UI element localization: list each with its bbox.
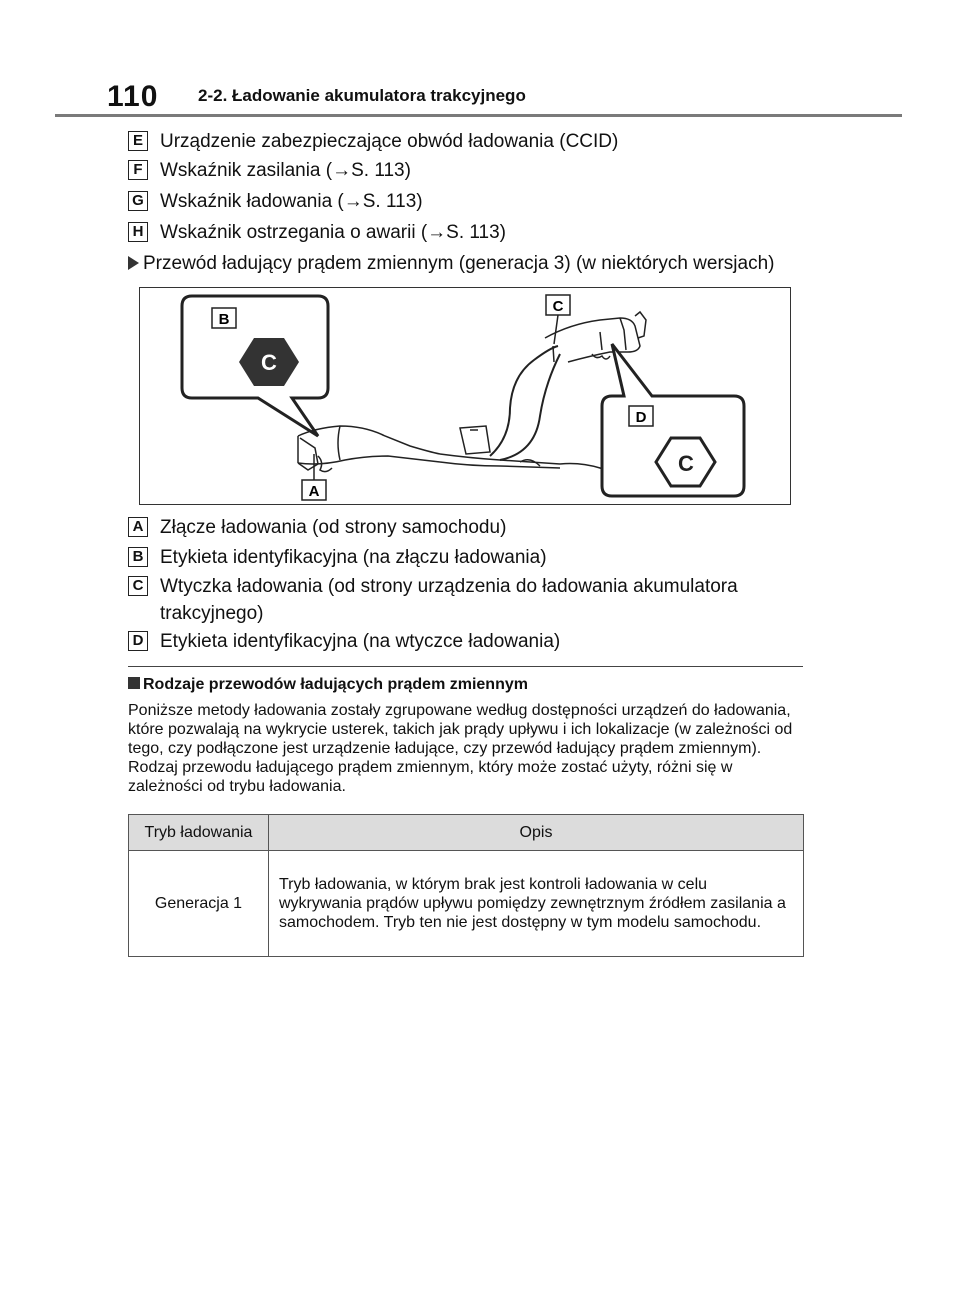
charging-modes-table — [128, 814, 804, 957]
callout-c-leader — [554, 315, 558, 344]
triangle-bullet-icon — [128, 256, 139, 270]
subheading — [128, 676, 528, 694]
list-item-b — [128, 544, 547, 571]
label-box-d: D — [128, 631, 148, 651]
bullet-text: Przewód ładujący prądem zmiennym (generacja 3) (w niektórych wersjach) — [143, 253, 775, 274]
cell-description: Tryb ładowania, w którym brak jest kontroli ładowania w celu wykrywania prądów upływu pomiędzy zewnętrznym źródłem zasilania a samochodem. Tryb ten nie jest dostępny w tym modelu samochodu. — [269, 851, 804, 957]
list-item-c — [128, 573, 788, 627]
page-number: 110 — [107, 80, 159, 113]
list-item-text: Urządzenie zabezpieczające obwód ładowania (CCID) — [160, 131, 619, 152]
bullet-heading — [128, 250, 774, 277]
hex-badge-right-text: C — [678, 451, 694, 476]
list-item-h — [128, 219, 506, 246]
callout-c: C — [552, 298, 564, 315]
table-header-row — [129, 815, 804, 851]
list-item-text: Złącze ładowania (od strony samochodu) — [160, 517, 507, 538]
list-item-text: Etykieta identyfikacyjna (na wtyczce ładowania) — [160, 631, 561, 652]
list-item-text: Wtyczka ładowania (od strony urządzenia do ładowania akumulatora trakcyjnego) — [160, 576, 738, 624]
callout-d: D — [635, 409, 647, 426]
label-box-h: H — [128, 222, 148, 242]
table-row — [129, 851, 804, 957]
label-box-f: F — [128, 160, 148, 180]
callout-a: A — [308, 483, 320, 500]
list-item-text: Wskaźnik zasilania (→S. 113) — [160, 160, 411, 181]
col-header-description: Opis — [269, 815, 804, 851]
list-item-text: Wskaźnik ładowania (→S. 113) — [160, 191, 423, 212]
list-item-f — [128, 157, 411, 184]
cell-mode: Generacja 1 — [129, 851, 269, 957]
cable-path-2 — [500, 354, 560, 460]
label-box-b: B — [128, 547, 148, 567]
square-bullet-icon — [128, 677, 140, 689]
callout-b: B — [218, 311, 230, 328]
list-item-text: Wskaźnik ostrzegania o awarii (→S. 113) — [160, 222, 506, 243]
header-rule — [55, 114, 902, 117]
label-box-e: E — [128, 131, 148, 151]
cable-path — [490, 346, 558, 456]
charging-cable-figure — [139, 287, 791, 505]
label-box-g: G — [128, 191, 148, 211]
vehicle-connector-drawing — [298, 426, 620, 472]
list-item-e — [128, 128, 618, 155]
col-header-mode: Tryb ładowania — [129, 815, 269, 851]
section-divider — [128, 666, 803, 667]
list-item-d — [128, 628, 560, 655]
section-title: 2-2. Ładowanie akumulatora trakcyjnego — [198, 86, 526, 105]
hex-badge-left-text: C — [261, 350, 277, 375]
list-item-a — [128, 514, 506, 541]
body-paragraph: Poniższe metody ładowania zostały zgrupowane według dostępności urządzeń do ładowania, które pozwalają na wykrycie usterek, takich jak prądy upływu i ich lokalizacje (w zależności od tego, czy podłączone jest urządzenie ładujące, czy przewód ładujący prądem zmiennym). Rodzaj przewodu ładującego prądem zmiennym, który może zostać użyty, różni się w zależności od trybu ładowania. — [128, 702, 793, 795]
label-box-c: C — [128, 576, 148, 596]
label-box-a: A — [128, 517, 148, 537]
cable-illustration — [140, 288, 792, 506]
subheading-text: Rodzaje przewodów ładujących prądem zmiennym — [143, 676, 528, 693]
list-item-text: Etykieta identyfikacyjna (na złączu ładowania) — [160, 547, 547, 568]
list-item-g — [128, 188, 423, 215]
